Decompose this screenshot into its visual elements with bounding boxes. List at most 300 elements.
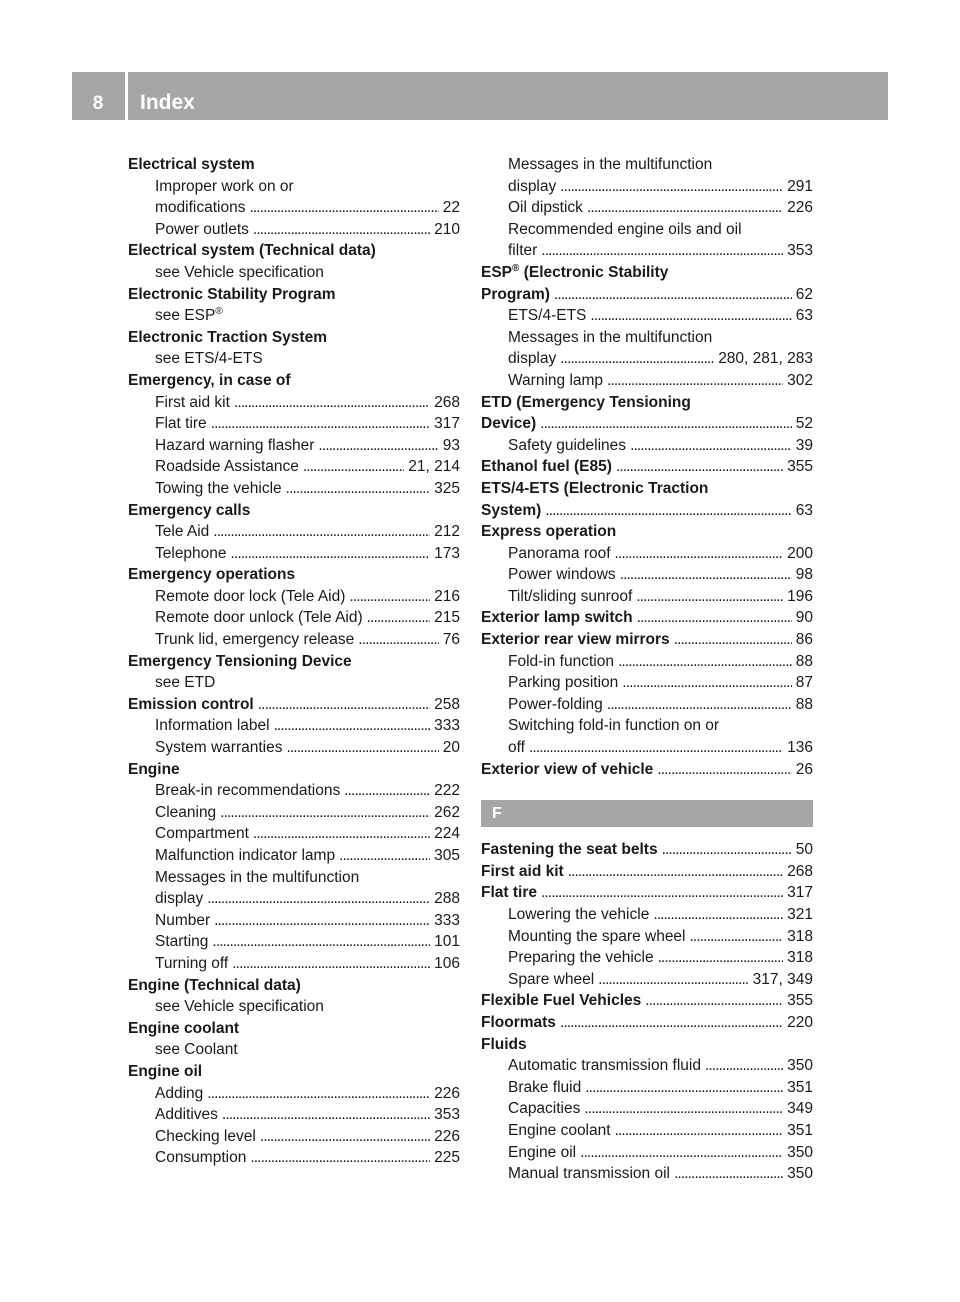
entry-term (128, 327, 327, 349)
index-subentry (481, 926, 813, 948)
entry-term (508, 904, 649, 926)
entry-text: Engine (128, 760, 180, 778)
entry-text: display (508, 350, 557, 368)
dot-leader (211, 413, 430, 435)
entry-text: Emergency Tensioning Device (128, 652, 352, 670)
page-reference: 318 (787, 949, 813, 967)
index-entry (128, 694, 460, 716)
page-reference: 106 (434, 954, 460, 972)
entry-text: Floormats (481, 1013, 556, 1031)
index-subentry (128, 478, 460, 500)
page-reference: 226 (434, 1084, 460, 1102)
entry-text: Power outlets (155, 220, 249, 238)
dot-leader (637, 607, 792, 629)
entry-text: Consumption (155, 1149, 247, 1167)
entry-term (155, 413, 207, 435)
entry-term (128, 694, 254, 716)
entry-term (155, 176, 294, 198)
page-reference: 50 (795, 841, 813, 859)
entry-text: Turning off (155, 954, 229, 972)
entry-text: System) (481, 501, 542, 519)
entry-term (155, 543, 227, 565)
index-subentry (128, 715, 460, 737)
page-reference: 317 (434, 415, 460, 433)
index-subentry (128, 392, 460, 414)
entry-text: System warranties (155, 739, 283, 757)
entry-text: Recommended engine oils and oil (508, 220, 742, 238)
dot-leader (598, 969, 748, 991)
dot-leader (207, 888, 430, 910)
index-entry (481, 629, 813, 651)
entry-term (508, 197, 583, 219)
entry-term (508, 240, 537, 262)
index-entry (128, 500, 460, 522)
index-subentry (481, 715, 813, 737)
page-number: 8 (92, 93, 104, 114)
entry-text: display (508, 177, 557, 195)
page-title: Index (140, 91, 195, 114)
entry-text: Panorama roof (508, 544, 611, 562)
page-reference: 196 (787, 587, 813, 605)
dot-leader (630, 435, 792, 457)
index-entry (481, 882, 813, 904)
entry-term (128, 154, 255, 176)
page-reference: 351 (787, 1078, 813, 1096)
entry-text: Exterior rear view mirrors (481, 631, 670, 649)
entry-term (155, 845, 335, 867)
index-entry (481, 1012, 813, 1034)
dot-leader (545, 500, 791, 522)
entry-term (508, 154, 712, 176)
index-subentry (128, 672, 460, 694)
entry-term (508, 348, 556, 370)
index-entry (128, 1018, 460, 1040)
entry-term (155, 1126, 256, 1148)
index-subentry (481, 586, 813, 608)
entry-text: Malfunction indicator lamp (155, 847, 336, 864)
entry-term (481, 521, 616, 543)
index-subentry (128, 910, 460, 932)
entry-term (481, 456, 612, 478)
entry-text: First aid kit (155, 393, 230, 411)
dot-leader (622, 672, 791, 694)
entry-text: Lowering the vehicle (508, 906, 650, 923)
entry-term (481, 861, 564, 883)
entry-term (155, 715, 270, 737)
entry-text: ESP (481, 263, 513, 281)
page-reference: 21, 214 (408, 458, 460, 476)
index-subentry (128, 888, 460, 910)
entry-text: Emergency calls (128, 501, 251, 519)
entry-term (508, 219, 742, 241)
entry-term (481, 759, 653, 781)
dot-leader (318, 435, 438, 457)
dot-leader (260, 1126, 430, 1148)
entry-term (128, 370, 291, 392)
entry-term (508, 1142, 576, 1164)
dot-leader (587, 197, 783, 219)
page-reference: 63 (795, 501, 813, 519)
dot-leader (657, 759, 791, 781)
dot-leader (541, 240, 783, 262)
entry-text: filter (508, 242, 538, 260)
entry-text: Roadside Assistance (155, 458, 299, 476)
entry-text-continued: (Electronic Stability (519, 263, 669, 281)
index-subentry (128, 802, 460, 824)
page-reference: 318 (787, 927, 813, 945)
dot-leader (705, 1055, 783, 1077)
entry-text: Remote door unlock (Tele Aid) (155, 609, 363, 627)
entry-term (155, 629, 354, 651)
entry-text: Mounting the spare wheel (508, 927, 686, 945)
entry-term (128, 759, 180, 781)
dot-leader (554, 284, 792, 306)
entry-term (155, 823, 249, 845)
page-reference: 268 (434, 393, 460, 411)
page-reference: 212 (434, 523, 460, 541)
entry-term (481, 629, 670, 651)
index-subentry (481, 564, 813, 586)
page-reference: 200 (787, 544, 813, 562)
entry-text: ETS/4-ETS (Electronic Traction (481, 479, 709, 497)
index-subentry (481, 370, 813, 392)
entry-term (128, 240, 376, 262)
dot-leader (274, 715, 431, 737)
entry-text: Warning lamp (508, 371, 604, 389)
entry-text: Program) (481, 285, 550, 303)
page-reference: 210 (434, 220, 460, 238)
index-subentry (128, 219, 460, 241)
entry-text: Automatic transmission fluid (508, 1057, 701, 1075)
entry-term (508, 1120, 611, 1142)
page-reference: 63 (795, 307, 813, 325)
page-reference: 321 (787, 906, 813, 923)
index-entry (128, 759, 460, 781)
entry-term (128, 1018, 239, 1040)
entry-text: Capacities (508, 1100, 581, 1118)
page-reference: 62 (795, 285, 813, 303)
entry-text: Engine oil (508, 1143, 577, 1161)
dot-leader (615, 543, 784, 565)
page-reference: 101 (434, 933, 460, 951)
entry-term (481, 262, 668, 284)
page-reference: 136 (787, 739, 813, 757)
entry-term (508, 1077, 581, 1099)
index-subentry (128, 262, 460, 284)
page-reference: 39 (795, 436, 813, 454)
entry-text: Emergency, in case of (128, 371, 291, 389)
dot-leader (303, 456, 404, 478)
entry-text: Device) (481, 415, 537, 433)
entry-text: Flexible Fuel Vehicles (481, 992, 642, 1010)
entry-term (155, 888, 203, 910)
index-entry (128, 370, 460, 392)
page-reference: 220 (787, 1013, 813, 1031)
entry-term (155, 910, 210, 932)
dot-leader (286, 478, 430, 500)
entry-term (508, 947, 654, 969)
page-reference: 20 (442, 739, 460, 757)
index-subentry (128, 780, 460, 802)
page-reference: 325 (434, 479, 460, 497)
entry-text: modifications (155, 199, 246, 217)
index-entry (128, 240, 460, 262)
index-subentry (128, 1083, 460, 1105)
entry-text: Tele Aid (155, 523, 210, 541)
entry-text: Checking level (155, 1127, 256, 1145)
index-entry (128, 651, 460, 673)
entry-term (155, 586, 345, 608)
index-subentry (128, 348, 460, 370)
entry-term (481, 607, 633, 629)
index-subentry (128, 845, 460, 867)
dot-leader (207, 1083, 430, 1105)
page-reference: 87 (795, 674, 813, 692)
entry-text: Messages in the multifunction (508, 328, 713, 346)
entry-term (481, 284, 550, 306)
page-reference: 350 (787, 1143, 813, 1161)
entry-text: Number (155, 911, 211, 929)
dot-leader (339, 845, 430, 867)
index-subentry (481, 154, 813, 176)
index-subentry (128, 305, 460, 327)
entry-term (128, 1061, 202, 1083)
page-reference: 333 (434, 717, 460, 735)
index-subentry (481, 435, 813, 457)
header-divider (125, 72, 128, 120)
index-subentry (481, 694, 813, 716)
entry-term (155, 219, 249, 241)
entry-term (481, 413, 536, 435)
dot-leader (213, 521, 430, 543)
entry-term (155, 262, 324, 284)
entry-term (508, 564, 616, 586)
page-reference: 90 (795, 609, 813, 627)
entry-text: Manual transmission oil (508, 1165, 670, 1183)
entry-text: Parking position (508, 674, 619, 692)
entry-term (155, 737, 282, 759)
entry-text: Power-folding (508, 695, 603, 713)
entry-term (155, 478, 282, 500)
page-reference: 355 (787, 458, 813, 476)
entry-text: Engine coolant (508, 1121, 611, 1139)
dot-leader (615, 1120, 784, 1142)
entry-text: see ESP (155, 307, 216, 325)
page-reference: 216 (434, 587, 460, 605)
entry-term (128, 284, 336, 306)
index-subentry (128, 607, 460, 629)
entry-text: Ethanol fuel (E85) (481, 458, 612, 476)
entry-text: Improper work on or (155, 177, 294, 195)
page-reference: 350 (787, 1165, 813, 1183)
entry-term (508, 1098, 580, 1120)
dot-leader (212, 931, 430, 953)
dot-leader (636, 586, 783, 608)
entry-term (508, 1163, 670, 1185)
entry-text: Compartment (155, 825, 249, 843)
entry-term (128, 651, 352, 673)
index-subentry (128, 1104, 460, 1126)
entry-term (481, 839, 658, 861)
index-subentry (128, 543, 460, 565)
index-subentry (481, 1142, 813, 1164)
entry-term (508, 1055, 701, 1077)
entry-term (508, 305, 586, 327)
index-subentry (481, 651, 813, 673)
page-reference: 353 (434, 1106, 460, 1124)
dot-leader (658, 947, 784, 969)
dot-leader (662, 839, 792, 861)
entry-term (155, 456, 299, 478)
index-subentry (481, 904, 813, 926)
entry-text: see ETD (155, 674, 216, 692)
dot-leader (620, 564, 792, 586)
entry-term (128, 500, 250, 522)
dot-leader (674, 629, 792, 651)
index-entry (128, 327, 460, 349)
entry-text: Electronic Stability Program (128, 285, 336, 303)
entry-text: Fastening the seat belts (481, 841, 658, 859)
dot-leader (590, 305, 791, 327)
entry-term (155, 607, 363, 629)
entry-term (155, 392, 230, 414)
entry-text: Hazard warning flasher (155, 436, 315, 454)
dot-leader (560, 348, 714, 370)
index-subentry (128, 197, 460, 219)
entry-term (155, 348, 263, 370)
index-entry (481, 392, 813, 414)
entry-text: see Vehicle specification (155, 263, 324, 281)
index-subentry (481, 176, 813, 198)
entry-text: Express operation (481, 523, 617, 541)
index-column-right (481, 154, 813, 1185)
dot-leader (232, 953, 430, 975)
dot-leader (653, 904, 783, 926)
entry-term (508, 651, 614, 673)
dot-leader (541, 882, 783, 904)
dot-leader (568, 861, 783, 883)
page-reference: 26 (795, 760, 813, 778)
entry-term (508, 176, 556, 198)
dot-leader (249, 197, 438, 219)
index-subentry (481, 219, 813, 241)
entry-term (155, 953, 228, 975)
index-entry (481, 284, 813, 306)
page-reference: 225 (434, 1149, 460, 1167)
entry-term (508, 969, 594, 991)
page-reference: 215 (434, 609, 460, 627)
index-subentry (128, 456, 460, 478)
entry-text: Safety guidelines (508, 436, 627, 454)
page-reference: 351 (787, 1121, 813, 1139)
index-subentry (481, 1098, 813, 1120)
entry-text: Oil dipstick (508, 199, 583, 217)
page-reference: 333 (434, 911, 460, 929)
page-reference: 355 (787, 992, 813, 1010)
entry-term (508, 586, 632, 608)
index-subentry (481, 737, 813, 759)
index-subentry (128, 953, 460, 975)
entry-text: display (155, 890, 204, 908)
entry-term (155, 197, 245, 219)
dot-leader (214, 910, 430, 932)
entry-term (128, 564, 295, 586)
page-reference: 350 (787, 1057, 813, 1075)
page-reference: 224 (434, 825, 460, 843)
page-reference: 280, 281, 283 (718, 350, 813, 368)
index-entry (481, 500, 813, 522)
page-reference: 302 (787, 371, 813, 389)
dot-leader (258, 694, 430, 716)
dot-leader (584, 1098, 783, 1120)
dot-leader (560, 1012, 783, 1034)
entry-text: ETD (Emergency Tensioning (481, 393, 691, 411)
index-subentry (481, 305, 813, 327)
entry-term (508, 926, 686, 948)
dot-leader (607, 370, 783, 392)
dot-leader (580, 1142, 783, 1164)
entry-term (155, 802, 216, 824)
entry-term (155, 780, 340, 802)
index-subentry (128, 1039, 460, 1061)
dot-leader (253, 219, 430, 241)
entry-text: Preparing the vehicle (508, 949, 654, 967)
page-reference: 258 (434, 695, 460, 713)
index-entry (481, 1034, 813, 1056)
index-entry (481, 413, 813, 435)
index-entry (481, 521, 813, 543)
entry-text: Emission control (128, 695, 254, 713)
page-reference: 86 (795, 631, 813, 649)
index-subentry (481, 543, 813, 565)
index-entry (481, 456, 813, 478)
page-reference: 88 (795, 695, 813, 713)
index-subentry (481, 197, 813, 219)
index-entry (128, 1061, 460, 1083)
index-entry (481, 759, 813, 781)
entry-text: Messages in the multifunction (508, 156, 713, 173)
index-subentry (481, 1120, 813, 1142)
dot-leader (540, 413, 792, 435)
entry-text: Engine (Technical data) (128, 976, 301, 994)
index-subentry (481, 327, 813, 349)
entry-text: Power windows (508, 566, 616, 584)
entry-text: Fluids (481, 1035, 527, 1053)
entry-term (155, 672, 215, 694)
index-subentry (481, 240, 813, 262)
entry-text: Fold-in function (508, 652, 614, 670)
page-reference: 93 (442, 436, 460, 454)
entry-text: First aid kit (481, 862, 564, 880)
dot-leader (286, 737, 438, 759)
entry-term (155, 1147, 246, 1169)
entry-text: Exterior lamp switch (481, 609, 633, 627)
page-reference: 268 (787, 862, 813, 880)
dot-leader (253, 823, 430, 845)
dot-leader (344, 780, 430, 802)
entry-text: Towing the vehicle (155, 479, 282, 497)
index-subentry (128, 413, 460, 435)
entry-term (508, 694, 603, 716)
entry-term (481, 1012, 556, 1034)
entry-text: Emergency operations (128, 566, 296, 584)
index-subentry (481, 969, 813, 991)
entry-term (508, 370, 603, 392)
page-reference: 52 (795, 415, 813, 433)
entry-term (481, 990, 641, 1012)
entry-text: Starting (155, 933, 209, 951)
entry-text: Flat tire (155, 415, 207, 433)
